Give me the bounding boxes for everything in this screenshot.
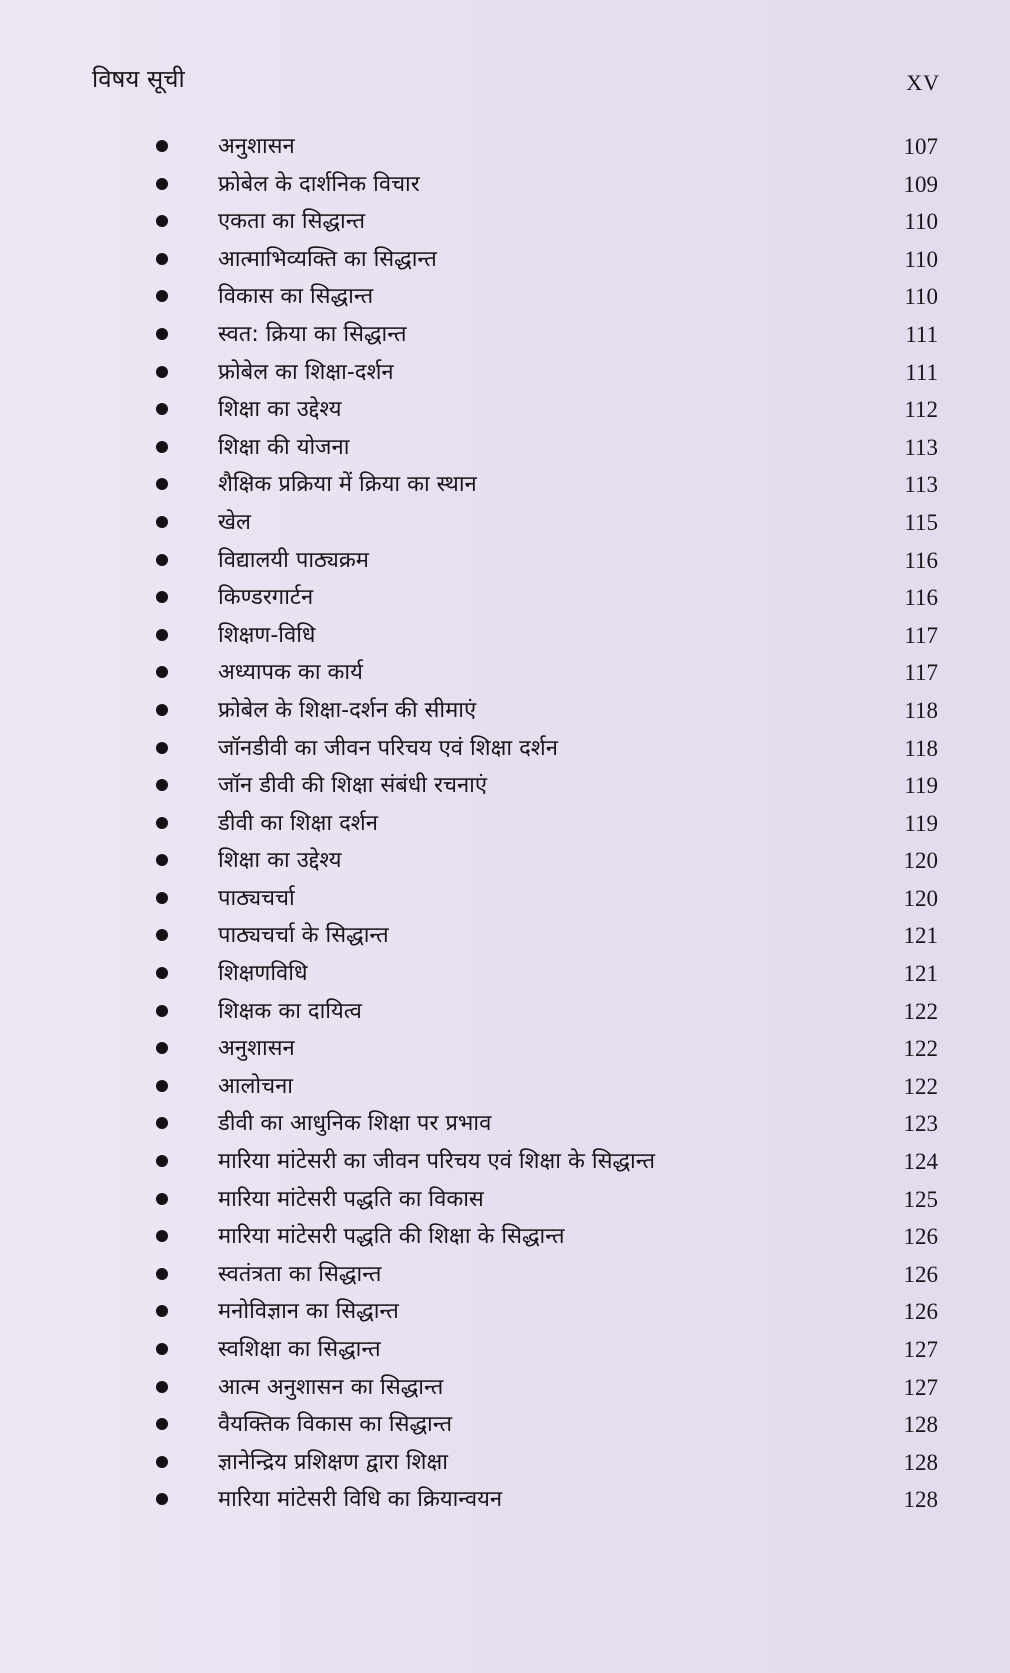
bullet-icon: [156, 817, 168, 829]
toc-entry: [0, 203, 1010, 241]
toc-entry-page-number: 120: [903, 848, 938, 874]
bullet-icon: [156, 591, 168, 603]
toc-entry-page-number: 113: [904, 434, 938, 460]
toc-entry-page-number: 110: [904, 284, 938, 310]
toc-entry-title: किण्डरगार्टन: [218, 585, 314, 611]
toc-entry-title: अध्यापक का कार्य: [218, 660, 363, 686]
toc-entry-page-number: 124: [903, 1149, 938, 1175]
table-of-contents: [0, 128, 1010, 1519]
bullet-icon: [156, 779, 168, 791]
toc-entry-page-number: 122: [903, 1036, 938, 1062]
bullet-icon: [156, 704, 168, 716]
toc-entry-title: शिक्षा का उद्देश्य: [218, 848, 342, 874]
toc-entry-page-number: 118: [904, 735, 938, 761]
toc-entry-title: ज्ञानेन्द्रिय प्रशिक्षण द्वारा शिक्षा: [218, 1449, 448, 1475]
bullet-icon: [156, 366, 168, 378]
toc-entry: [0, 1331, 1010, 1369]
bullet-icon: [156, 554, 168, 566]
bullet-icon: [156, 1042, 168, 1054]
toc-entry-title: फ्रोबेल के दार्शनिक विचार: [218, 171, 420, 197]
toc-entry-title: विद्यालयी पाठ्यक्रम: [218, 547, 369, 573]
toc-entry-title: मनोविज्ञान का सिद्धान्त: [218, 1299, 399, 1325]
bullet-icon: [156, 1155, 168, 1167]
toc-entry-title: शिक्षणविधि: [218, 961, 308, 987]
toc-entry-page-number: 116: [904, 585, 938, 611]
toc-entry-page-number: 113: [904, 472, 938, 498]
toc-entry-title: मारिया मांटेसरी पद्धति की शिक्षा के सिद्धान्त: [218, 1224, 565, 1250]
toc-entry-title: पाठ्यचर्चा के सिद्धान्त: [218, 923, 389, 949]
toc-entry-title: जॉनडीवी का जीवन परिचय एवं शिक्षा दर्शन: [218, 735, 558, 761]
toc-entry-title: एकता का सिद्धान्त: [218, 209, 366, 235]
toc-entry-page-number: 110: [904, 209, 938, 235]
bullet-icon: [156, 1343, 168, 1355]
toc-entry-page-number: 120: [903, 885, 938, 911]
toc-entry-page-number: 111: [905, 321, 938, 347]
bullet-icon: [156, 290, 168, 302]
toc-entry-page-number: 112: [904, 397, 938, 423]
toc-entry-page-number: 126: [903, 1299, 938, 1325]
toc-entry-page-number: 119: [904, 773, 938, 799]
page-number: XV: [906, 70, 940, 95]
toc-entry-title: आलोचना: [218, 1073, 293, 1099]
toc-entry-title: फ्रोबेल का शिक्षा-दर्शन: [218, 359, 394, 385]
toc-entry-title: स्वत: क्रिया का सिद्धान्त: [218, 321, 407, 347]
toc-entry-title: जॉन डीवी की शिक्षा संबंधी रचनाएं: [218, 773, 488, 799]
toc-entry-page-number: 117: [904, 622, 938, 648]
bullet-icon: [156, 403, 168, 415]
toc-entry-title: शिक्षा की योजना: [218, 434, 350, 460]
toc-entry: [0, 617, 1010, 655]
bullet-icon: [156, 1268, 168, 1280]
bullet-icon: [156, 892, 168, 904]
toc-entry-title: स्वतंत्रता का सिद्धान्त: [218, 1261, 382, 1287]
toc-entry: [0, 166, 1010, 204]
toc-entry-title: फ्रोबेल के शिक्षा-दर्शन की सीमाएं: [218, 697, 477, 723]
toc-entry: [0, 1481, 1010, 1519]
bullet-icon: [156, 1305, 168, 1317]
toc-entry-title: आत्म अनुशासन का सिद्धान्त: [218, 1374, 444, 1400]
toc-entry: [0, 504, 1010, 542]
bullet-icon: [156, 854, 168, 866]
toc-entry-page-number: 116: [904, 547, 938, 573]
toc-entry-page-number: 107: [903, 134, 938, 159]
toc-entry: [0, 730, 1010, 768]
toc-entry-title: डीवी का आधुनिक शिक्षा पर प्रभाव: [218, 1111, 492, 1137]
toc-entry: [0, 1406, 1010, 1444]
bullet-icon: [156, 1193, 168, 1205]
toc-entry-title: अनुशासन: [218, 134, 295, 159]
toc-entry: [0, 842, 1010, 880]
toc-entry-page-number: 110: [904, 246, 938, 272]
toc-entry-page-number: 115: [904, 509, 938, 535]
bullet-icon: [156, 1456, 168, 1468]
bullet-icon: [156, 215, 168, 227]
toc-entry-page-number: 128: [903, 1412, 938, 1438]
bullet-icon: [156, 516, 168, 528]
bullet-icon: [156, 1230, 168, 1242]
bullet-icon: [156, 478, 168, 490]
toc-entry-page-number: 123: [903, 1111, 938, 1137]
bullet-icon: [156, 1418, 168, 1430]
toc-entry-page-number: 122: [903, 998, 938, 1024]
toc-entry-page-number: 121: [903, 923, 938, 949]
bullet-icon: [156, 1005, 168, 1017]
toc-entry: [0, 880, 1010, 918]
toc-entry: [0, 805, 1010, 843]
toc-entry-title: आत्माभिव्यक्ति का सिद्धान्त: [218, 246, 437, 272]
toc-entry-title: खेल: [218, 509, 251, 535]
toc-entry-title: शिक्षक का दायित्व: [218, 998, 362, 1024]
toc-entry-page-number: 126: [903, 1261, 938, 1287]
toc-entry: [0, 429, 1010, 467]
toc-entry-page-number: 125: [903, 1186, 938, 1212]
toc-entry: [0, 1293, 1010, 1331]
bullet-icon: [156, 629, 168, 641]
toc-entry-page-number: 122: [903, 1073, 938, 1099]
toc-entry-page-number: 127: [903, 1374, 938, 1400]
bullet-icon: [156, 742, 168, 754]
toc-entry-title: डीवी का शिक्षा दर्शन: [218, 810, 378, 836]
bullet-icon: [156, 441, 168, 453]
toc-entry: [0, 278, 1010, 316]
bullet-icon: [156, 1117, 168, 1129]
toc-entry: [0, 1218, 1010, 1256]
toc-entry-page-number: 118: [904, 697, 938, 723]
toc-entry: [0, 1143, 1010, 1181]
toc-entry-title: शैक्षिक प्रक्रिया में क्रिया का स्थान: [218, 472, 477, 498]
bullet-icon: [156, 666, 168, 678]
toc-entry-page-number: 117: [904, 660, 938, 686]
toc-entry-title: शिक्षण-विधि: [218, 622, 316, 648]
toc-entry: [0, 692, 1010, 730]
bullet-icon: [156, 1493, 168, 1505]
bullet-icon: [156, 178, 168, 190]
toc-entry: [0, 1068, 1010, 1106]
bullet-icon: [156, 1381, 168, 1393]
bullet-icon: [156, 929, 168, 941]
toc-entry-page-number: 128: [903, 1449, 938, 1475]
bullet-icon: [156, 140, 168, 152]
toc-entry-title: मारिया मांटेसरी पद्धति का विकास: [218, 1186, 484, 1212]
toc-entry: [0, 1181, 1010, 1219]
toc-entry: [0, 542, 1010, 580]
bullet-icon: [156, 328, 168, 340]
toc-entry-title: मारिया मांटेसरी का जीवन परिचय एवं शिक्षा के सिद्धान्त: [218, 1149, 656, 1175]
toc-entry: [0, 579, 1010, 617]
bullet-icon: [156, 1080, 168, 1092]
bullet-icon: [156, 967, 168, 979]
toc-entry: [0, 1369, 1010, 1407]
toc-entry-page-number: 111: [905, 359, 938, 385]
toc-entry-title: पाठ्यचर्चा: [218, 885, 295, 911]
toc-entry: [0, 1444, 1010, 1482]
toc-entry: [0, 128, 1010, 166]
toc-entry: [0, 955, 1010, 993]
toc-entry-page-number: 119: [904, 810, 938, 836]
toc-entry: [0, 654, 1010, 692]
toc-entry: [0, 1105, 1010, 1143]
toc-entry-title: वैयक्तिक विकास का सिद्धान्त: [218, 1412, 453, 1438]
toc-entry-page-number: 121: [903, 961, 938, 987]
toc-entry: [0, 316, 1010, 354]
toc-entry: [0, 354, 1010, 392]
toc-entry-title: स्वशिक्षा का सिद्धान्त: [218, 1337, 381, 1362]
toc-entry-page-number: 128: [903, 1487, 938, 1513]
page-header-title: विषय सूची: [92, 65, 185, 93]
toc-entry: [0, 1030, 1010, 1068]
toc-entry-page-number: 127: [903, 1337, 938, 1362]
toc-entry-title: शिक्षा का उद्देश्य: [218, 397, 342, 423]
toc-entry: [0, 917, 1010, 955]
toc-entry: [0, 767, 1010, 805]
toc-entry: [0, 391, 1010, 429]
toc-entry-title: मारिया मांटेसरी विधि का क्रियान्वयन: [218, 1487, 503, 1513]
toc-entry-title: अनुशासन: [218, 1036, 295, 1062]
toc-entry: [0, 993, 1010, 1031]
toc-entry-page-number: 126: [903, 1224, 938, 1250]
toc-entry-page-number: 109: [903, 171, 938, 197]
bullet-icon: [156, 253, 168, 265]
toc-entry: [0, 466, 1010, 504]
toc-entry: [0, 241, 1010, 279]
toc-entry: [0, 1256, 1010, 1294]
toc-entry-title: विकास का सिद्धान्त: [218, 284, 374, 310]
